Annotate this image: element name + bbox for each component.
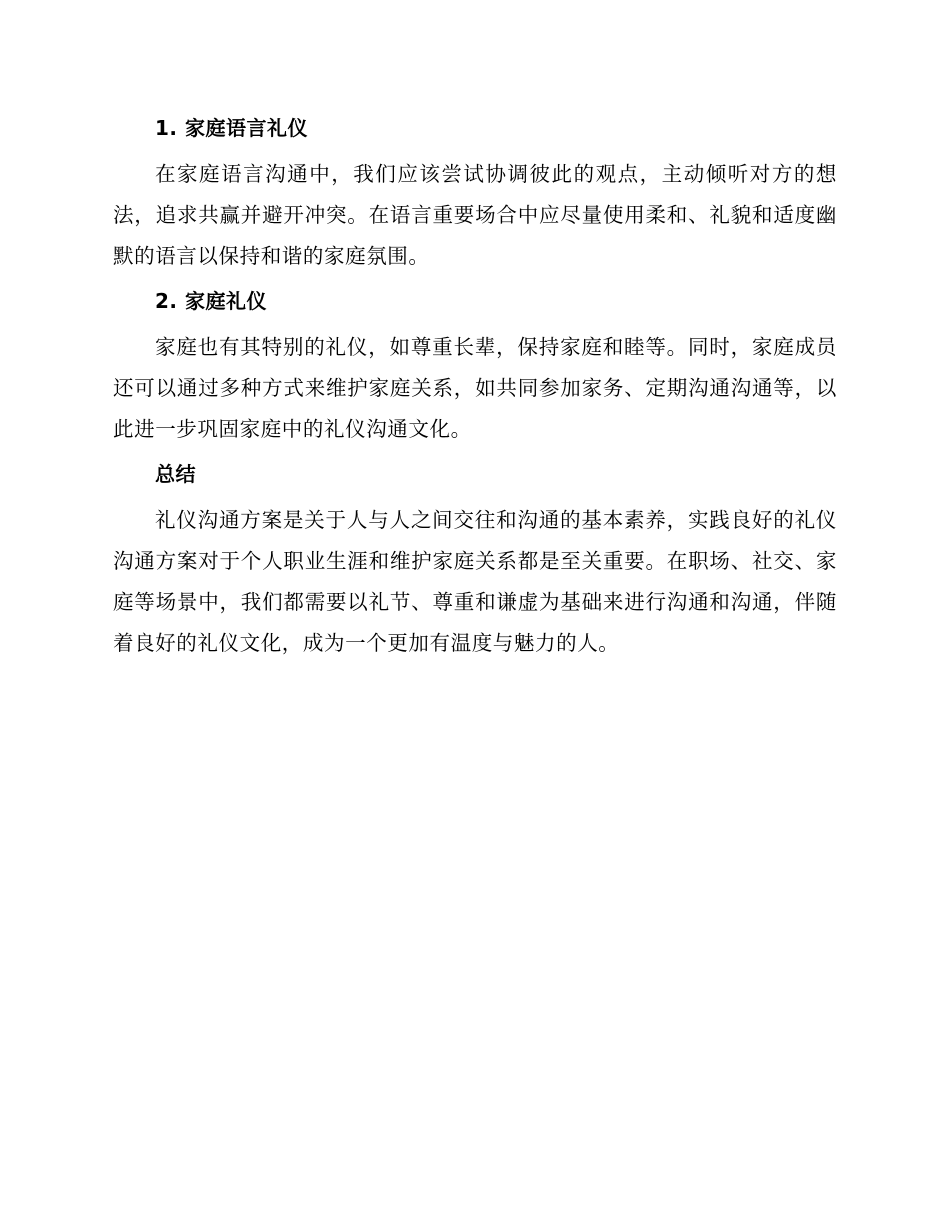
section-paragraph: 家庭也有其特别的礼仪，如尊重长辈，保持家庭和睦等。同时，家庭成员还可以通过多种方式来维护家庭关系，如共同参加家务、定期沟通沟通等，以此进一步巩固家庭中的礼仪沟通文化。 (113, 335, 837, 441)
section-heading: 1. 家庭语言礼仪 (155, 116, 308, 140)
document-body (113, 110, 837, 670)
section-paragraph: 礼仪沟通方案是关于人与人之间交往和沟通的基本素养，实践良好的礼仪沟通方案对于个人职业生涯和维护家庭关系都是至关重要。在职场、社交、家庭等场景中，我们都需要以礼节、尊重和谦虚为基础来进行沟通和沟通，伴随着良好的礼仪文化，成为一个更加有温度与魅力的人。 (113, 508, 837, 655)
section-summary (113, 456, 837, 664)
section-family-etiquette (113, 283, 837, 450)
section-heading: 2. 家庭礼仪 (155, 289, 267, 313)
section-paragraph: 在家庭语言沟通中，我们应该尝试协调彼此的观点，主动倾听对方的想法，追求共赢并避开冲突。在语言重要场合中应尽量使用柔和、礼貌和适度幽默的语言以保持和谐的家庭氛围。 (113, 162, 837, 268)
section-heading: 总结 (155, 462, 196, 486)
section-family-language-etiquette (113, 110, 837, 277)
